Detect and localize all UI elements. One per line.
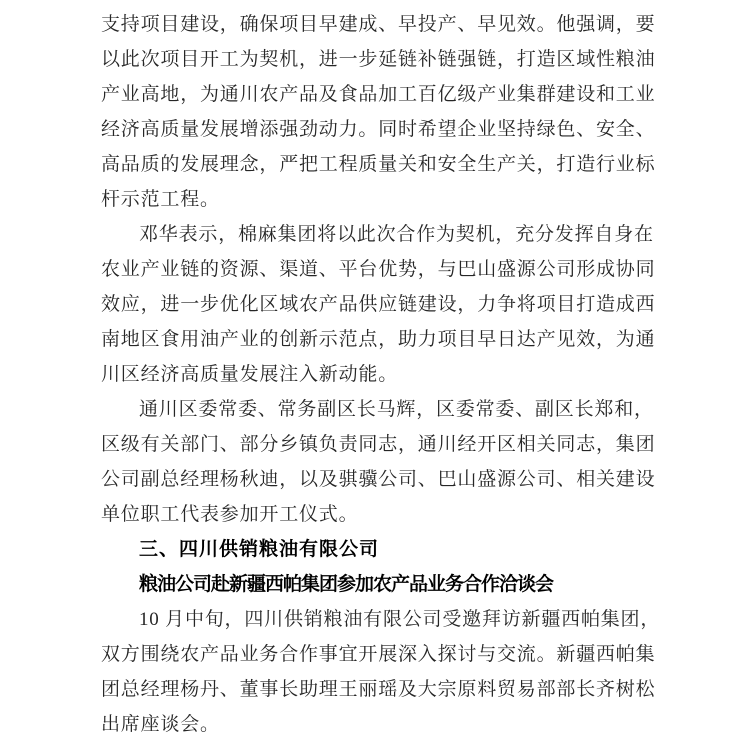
text-line: 通川区委常委、常务副区长马辉，区委常委、副区长郑和， [139,399,654,420]
text-line: 效应，进一步优化区域农产品供应链建设，力争将项目打造成西 [101,294,656,315]
text-line: 10 月中旬，四川供销粮油有限公司受邀拜访新疆西帕集团， [139,609,661,630]
text-line: 双方围绕农产品业务合作事宜开展深入探讨与交流。新疆西帕集 [101,644,656,665]
text-line: 川区经济高质量发展注入新动能。 [101,364,399,385]
text-line: 邓华表示，棉麻集团将以此次合作为契机，充分发挥自身在 [139,224,654,245]
text-line: 杆示范工程。 [101,189,220,210]
section-heading: 三、四川供销粮油有限公司 [139,539,380,560]
text-line: 单位职工代表参加开工仪式。 [101,504,359,525]
text-line: 南地区食用油产业的创新示范点，助力项目早日达产见效，为通 [101,329,656,350]
text-line: 支持项目建设，确保项目早建成、早投产、早见效。他强调，要 [101,14,656,35]
text-line: 出席座谈会。 [101,714,220,735]
article-title: 粮油公司赴新疆西帕集团参加农产品业务合作洽谈会 [139,574,554,595]
text-line: 经济高质量发展增添强劲动力。同时希望企业坚持绿色、安全、 [101,119,656,140]
text-line: 以此次项目开工为契机，进一步延链补链强链，打造区域性粮油 [101,49,656,70]
document-text-block [101,7,661,742]
text-line: 团总经理杨丹、董事长助理王丽瑶及大宗原料贸易部部长齐树松 [101,679,656,700]
text-line: 区级有关部门、部分乡镇负责同志，通川经开区相关同志，集团 [101,434,656,455]
text-line: 高品质的发展理念，严把工程质量关和安全生产关，打造行业标 [101,154,656,175]
text-line: 公司副总经理杨秋迪，以及骐骥公司、巴山盛源公司、相关建设 [101,469,656,490]
text-line: 农业产业链的资源、渠道、平台优势，与巴山盛源公司形成协同 [101,259,656,280]
text-line: 产业高地，为通川农产品及食品加工百亿级产业集群建设和工业 [101,84,656,105]
